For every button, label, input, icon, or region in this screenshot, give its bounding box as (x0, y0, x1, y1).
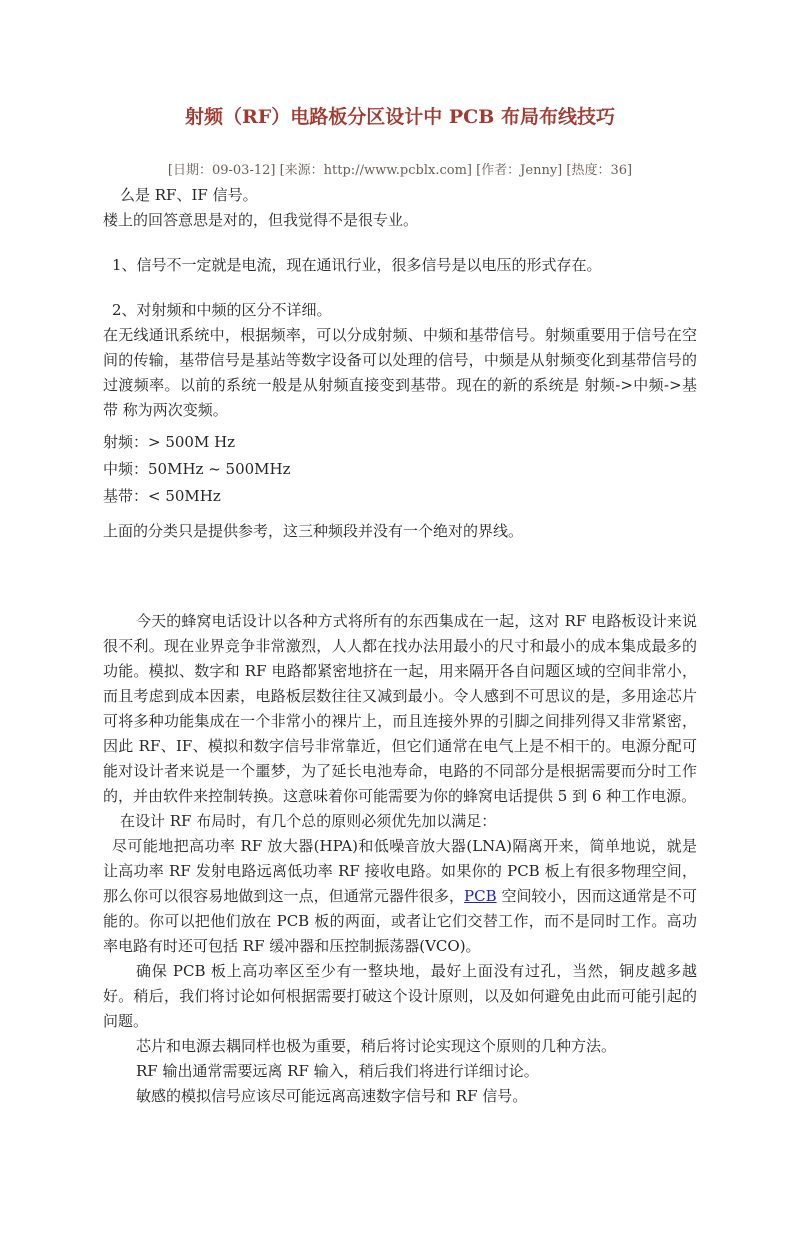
meta-source: [来源：http://www.pcblx.com] (279, 163, 477, 178)
isolation-text-before-link: 尽可能地把高功率 RF 放大器(HPA)和低噪音放大器(LNA)隔离开来，简单地说，就是让高功率 RF 发射电路远离低功率 RF 接收电路。如果你的 PCB 板上有很多物理空间，那么你可以很容易地做到这一点，但通常元器件很多， (103, 837, 697, 905)
paragraph-cellphone-integration: 今天的蜂窝电话设计以各种方式将所有的东西集成在一起，这对 RF 电路板设计来说很不利。现在业界竞争非常激烈，人人都在找办法用最小的尺寸和最小的成本集成最多的功能。模拟、数字和 RF 电路都紧密地挤在一起，用来隔开各自问题区域的空间非常小，而且考虑到成本因素，电路板层数往往又减到最小。令人感到不可思议的是，多用途芯片可将多种功能集成在一个非常小的裸片上，而且连接外界的引脚之间排列得又非常紧密，因此 RF、IF、模拟和数字信号非常靠近，但它们通常在电气上是不相干的。电源分配可能对设计者来说是一个噩梦，为了延长电池寿命，电路的不同部分是根据需要而分时工作的，并由软件来控制转换。这意味着你可能需要为你的蜂窝电话提供 5 到 6 种工作电源。 (103, 612, 697, 805)
page-title: 射频（RF）电路板分区设计中 PCB 布局布线技巧 (185, 106, 615, 128)
paragraph-principles-intro: 在设计 RF 布局时，有几个总的原则必须优先加以满足： (120, 812, 497, 830)
paragraph-rf-input-output: RF 输出通常需要远离 RF 输入，稍后我们将进行详细讨论。 (136, 1062, 539, 1080)
paragraph-sensitive-analog: 敏感的模拟信号应该尽可能远离高速数字信号和 RF 信号。 (136, 1087, 528, 1105)
article-content (103, 104, 697, 1109)
paragraph-ground-plane: 确保 PCB 板上高功率区至少有一整块地，最好上面没有过孔，当然，铜皮越多越好。稍后，我们将讨论如何根据需要打破这个设计原则，以及如何避免由此而可能引起的问题。 (103, 962, 697, 1030)
paragraph-decoupling: 芯片和电源去耦同样也极为重要，稍后将讨论实现这个原则的几种方法。 (136, 1037, 617, 1055)
point-2-rf-if-distinction: 2、对射频和中频的区分不详细。 (112, 301, 332, 319)
paragraph-isolation (103, 834, 697, 959)
article-meta (103, 162, 697, 179)
meta-date: [日期：09-03-12] (167, 163, 280, 178)
frequency-definitions (103, 429, 697, 510)
note-classification: 上面的分类只是提供参考，这三种频段并没有一个绝对的界线。 (103, 522, 524, 540)
line-reply-comment: 楼上的回答意思是对的，但我觉得不是很专业。 (103, 211, 419, 229)
freq-rf-line: 射频：> 500M Hz (103, 433, 236, 451)
line-what-is-rf-if: 么是 RF、IF 信号。 (120, 186, 258, 204)
meta-views: [热度：36] (566, 163, 633, 178)
isolation-text-after-link: 空间较小，因而这通常是不可能的。你可以把他们放在 PCB 板的两面，或者让它们交替工作，而不是同时工作。高功率电路有时还可包括 RF 缓冲器和压控制振荡器(VCO)。 (103, 887, 697, 955)
freq-baseband-line: 基带：< 50MHz (103, 487, 221, 505)
document-page (0, 104, 800, 1236)
meta-author: [作者：Jenny] (476, 163, 567, 178)
pcb-link[interactable]: PCB (464, 887, 497, 905)
freq-if-line: 中频：50MHz ~ 500MHz (103, 460, 291, 478)
article-body (103, 183, 697, 1109)
paragraph-frequency-bands: 在无线通讯系统中，根据频率，可以分成射频、中频和基带信号。射频重要用于信号在空间的传输，基带信号是基站等数字设备可以处理的信号，中频是从射频变化到基带信号的过渡频率。以前的系统一般是从射频直接变到基带。现在的新的系统是 射频->中频->基带 称为两次变频。 (103, 326, 697, 419)
point-1-signal: 1、信号不一定就是电流，现在通讯行业，很多信号是以电压的形式存在。 (112, 256, 602, 274)
